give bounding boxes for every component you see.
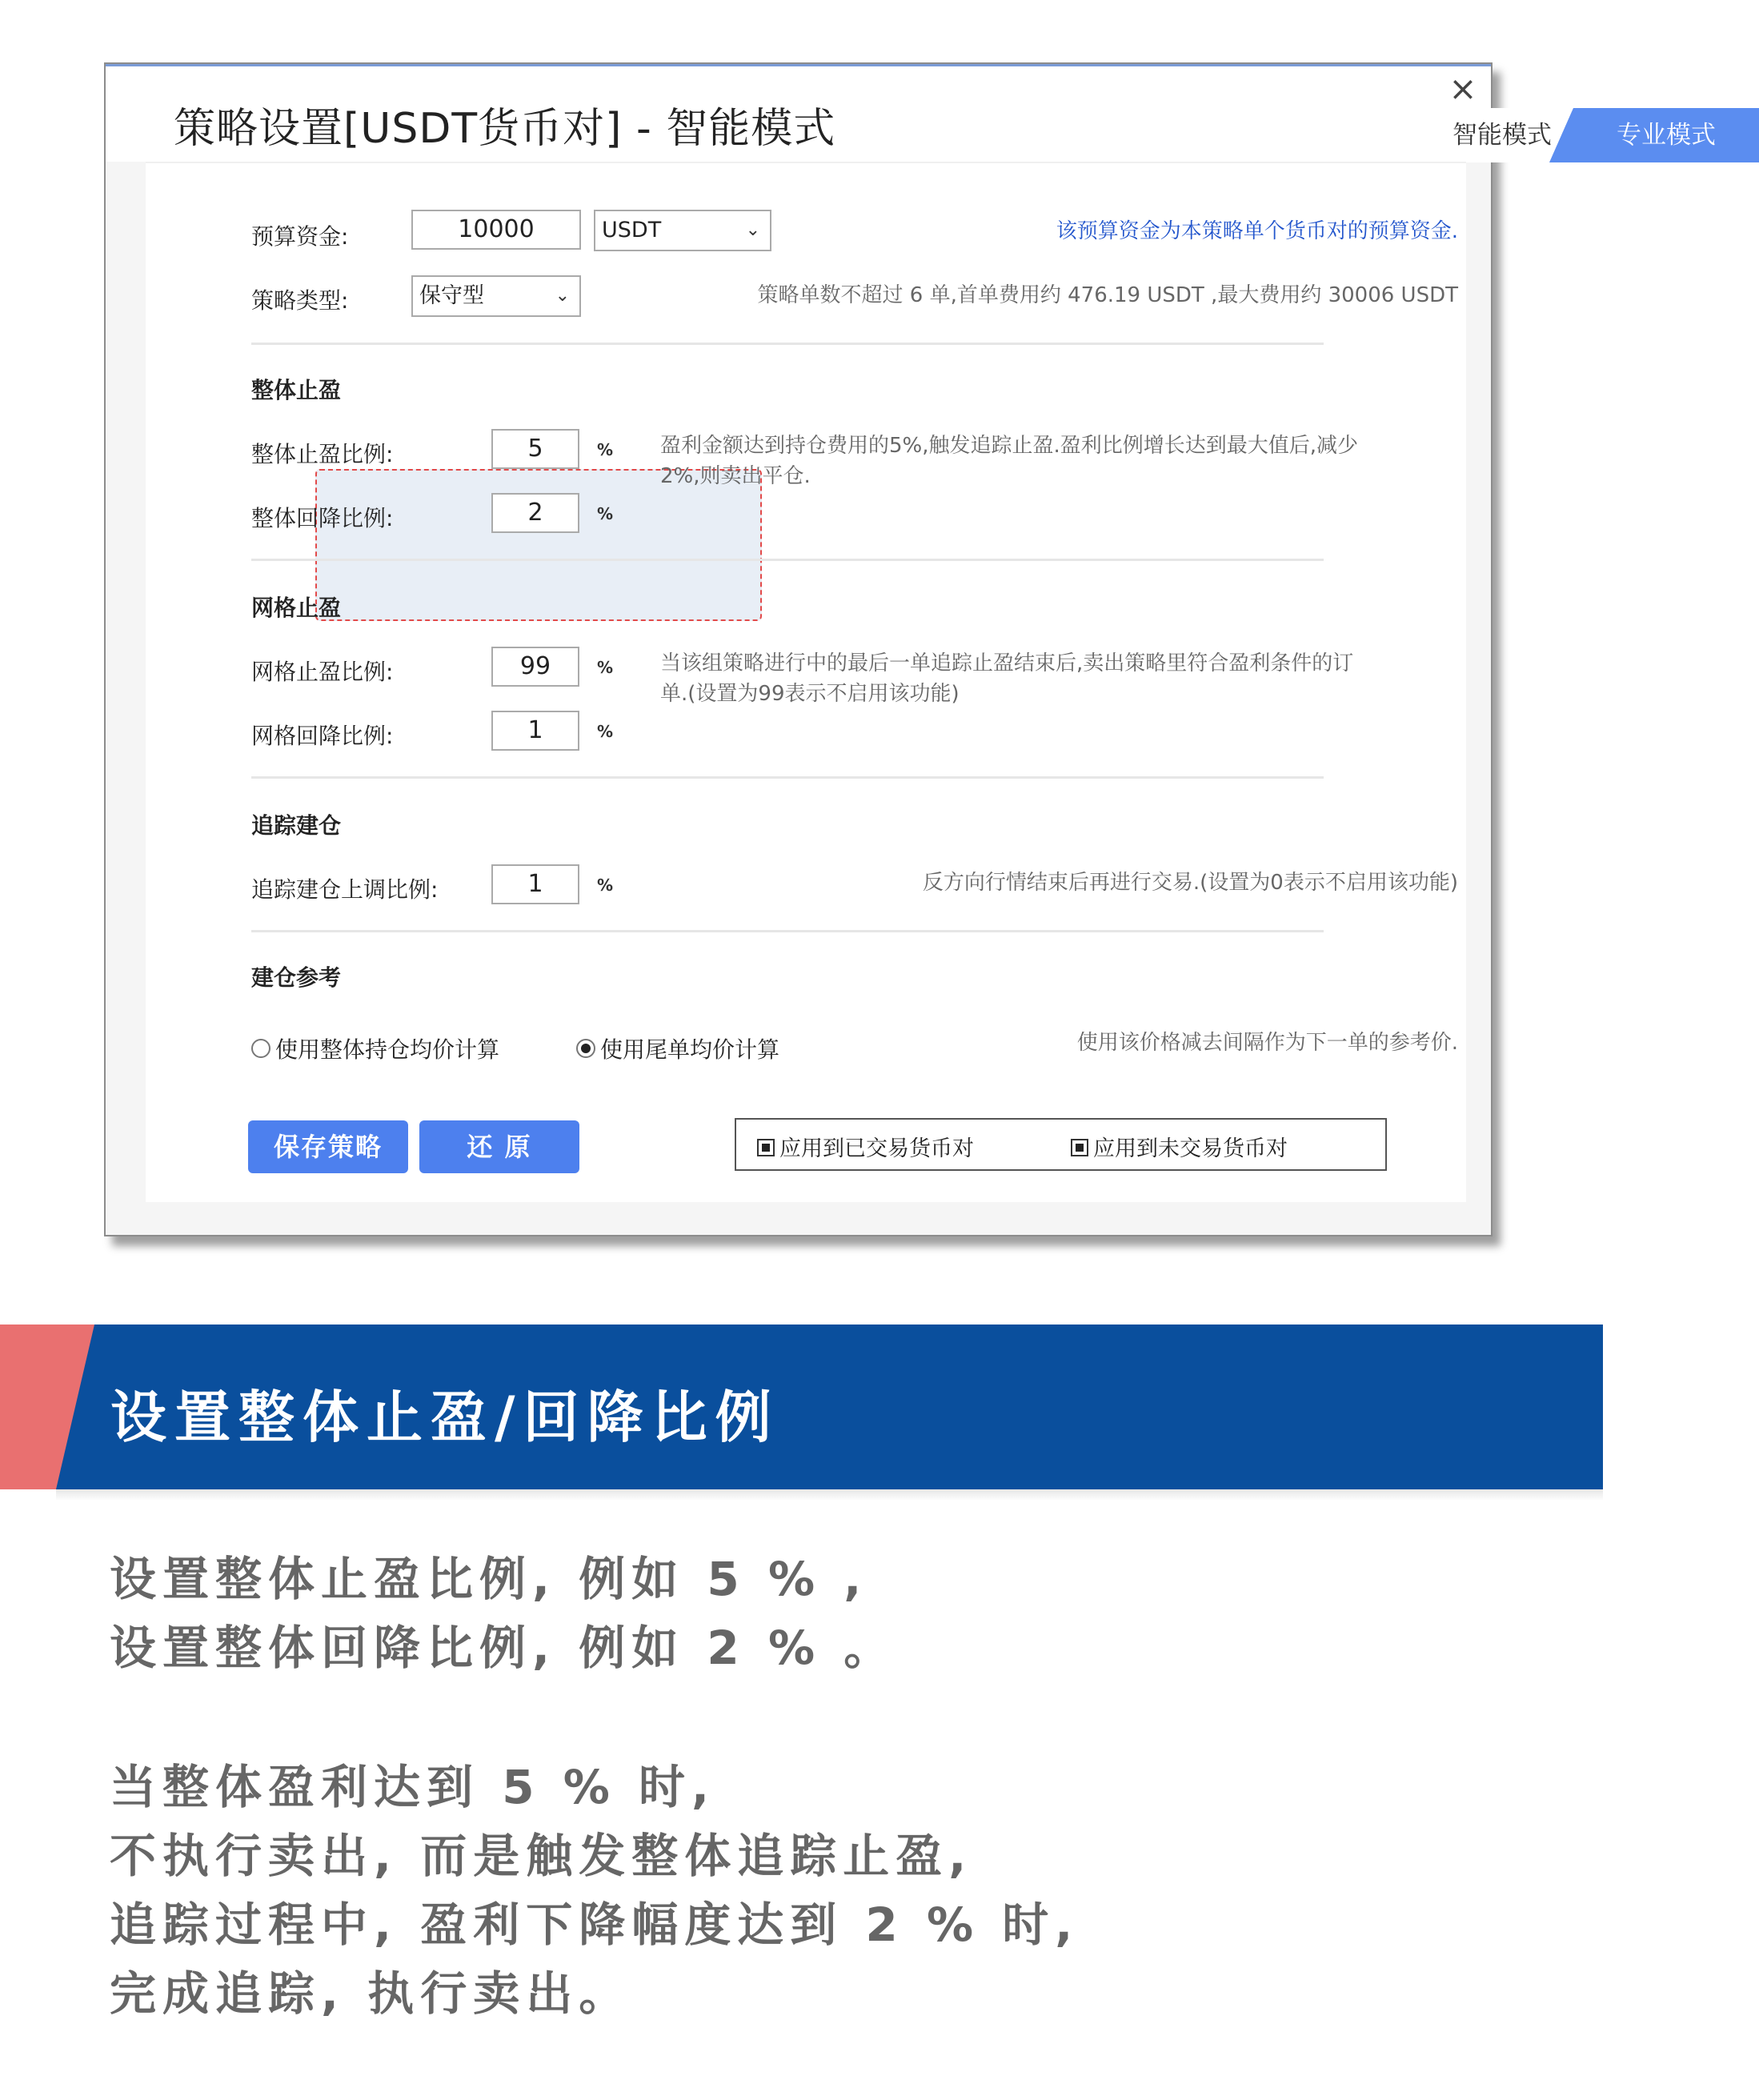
trailing-ratio-label: 追踪建仓上调比例: (251, 876, 439, 903)
radio-last-order-average[interactable] (576, 1032, 779, 1064)
save-strategy-button[interactable]: 保存策略 (248, 1120, 408, 1173)
currency-select[interactable] (594, 210, 771, 251)
explain-line: 当整体盈利达到 5 % 时, (110, 1760, 716, 1814)
explain-line: 不执行卖出, 而是触发整体追踪止盈, (110, 1829, 973, 1883)
strategy-type-value: 保守型 (419, 283, 484, 308)
explain-line: 设置整体回降比例, 例如 2 % 。 (110, 1621, 897, 1675)
budget-input[interactable]: 10000 (411, 210, 581, 250)
dialog-body (146, 162, 1466, 1202)
strategy-type-label: 策略类型: (251, 287, 349, 314)
divider (251, 930, 1324, 932)
percent-unit: % (597, 658, 614, 677)
banner-shadow (56, 1489, 1603, 1501)
reset-button[interactable]: 还 原 (419, 1120, 579, 1173)
grid-tp-section-title: 网格止盈 (251, 595, 342, 621)
percent-unit: % (597, 504, 614, 523)
trailing-ratio-input[interactable]: 1 (491, 864, 579, 904)
overall-tp-highlight (315, 469, 762, 621)
grid-pullback-ratio-label: 网格回降比例: (251, 723, 394, 749)
grid-tp-description-line1: 当该组策略进行中的最后一单追踪止盈结束后,卖出策略里符合盈利条件的订 (660, 651, 1354, 675)
apply-untraded-checkbox[interactable] (1071, 1131, 1288, 1162)
divider (251, 343, 1324, 345)
tab-pro-mode[interactable]: 专业模式 (1573, 108, 1759, 162)
reference-description: 使用该价格减去间隔作为下一单的参考价. (1076, 1031, 1458, 1055)
budget-label: 预算资金: (251, 223, 349, 250)
overall-tp-ratio-label: 整体止盈比例: (251, 441, 394, 467)
currency-select-value: USDT (602, 218, 662, 242)
close-icon[interactable]: × (1448, 69, 1477, 108)
explain-line: 追踪过程中, 盈利下降幅度达到 2 % 时, (110, 1898, 1080, 1952)
apply-traded-checkbox[interactable] (757, 1131, 974, 1162)
chevron-down-icon: ⌄ (555, 286, 570, 306)
checkbox-checked-icon (757, 1139, 775, 1156)
divider (251, 776, 1324, 779)
apply-traded-label: 应用到已交易货币对 (779, 1136, 974, 1161)
apply-untraded-label: 应用到未交易货币对 (1093, 1136, 1288, 1161)
trailing-section-title: 追踪建仓 (251, 812, 342, 839)
strategy-type-select[interactable] (411, 275, 581, 317)
trailing-description: 反方向行情结束后再进行交易.(设置为0表示不启用该功能) (922, 871, 1458, 895)
grid-tp-ratio-label: 网格止盈比例: (251, 659, 394, 685)
section-banner (0, 1325, 1603, 1489)
explain-line: 完成追踪, 执行卖出。 (110, 1966, 632, 2021)
overall-tp-ratio-input[interactable]: 5 (491, 429, 579, 469)
dialog-top-border (106, 64, 1491, 66)
grid-tp-ratio-input[interactable]: 99 (491, 647, 579, 687)
chevron-down-icon: ⌄ (745, 220, 760, 240)
grid-pullback-ratio-input[interactable]: 1 (491, 711, 579, 751)
percent-unit: % (597, 722, 614, 741)
overall-pullback-ratio-label: 整体回降比例: (251, 505, 394, 531)
radio-overall-average[interactable] (251, 1032, 499, 1064)
checkbox-checked-icon (1071, 1139, 1088, 1156)
radio-unchecked-icon (251, 1039, 270, 1058)
radio-last-order-average-label: 使用尾单均价计算 (600, 1036, 780, 1063)
explain-line: 设置整体止盈比例, 例如 5 % , (110, 1552, 868, 1606)
divider (251, 559, 1324, 561)
overall-tp-section-title: 整体止盈 (251, 377, 342, 403)
overall-tp-description-line2: 2%,则卖出平仓. (660, 464, 811, 488)
banner-title: 设置整体止盈/回降比例 (110, 1385, 779, 1450)
radio-checked-icon (576, 1039, 595, 1058)
overall-tp-description-line1: 盈利金额达到持仓费用的5%,触发追踪止盈.盈利比例增长达到最大值后,减少 (660, 434, 1359, 458)
percent-unit: % (597, 440, 614, 459)
budget-description: 该预算资金为本策略单个货币对的预算资金. (1056, 219, 1458, 243)
overall-pullback-ratio-input[interactable]: 2 (491, 493, 579, 533)
strategy-type-description: 策略单数不超过 6 单,首单费用约 476.19 USDT ,最大费用约 30006 USDT (757, 283, 1458, 307)
apply-options-box (735, 1118, 1387, 1171)
percent-unit: % (597, 876, 614, 895)
reference-section-title: 建仓参考 (251, 964, 342, 991)
radio-overall-average-label: 使用整体持仓均价计算 (275, 1036, 500, 1063)
tab-smart-mode[interactable]: 智能模式 (1431, 108, 1573, 162)
grid-tp-description-line2: 单.(设置为99表示不启用该功能) (660, 682, 960, 706)
dialog-title: 策略设置[USDT货币对] - 智能模式 (174, 105, 836, 153)
strategy-settings-dialog (104, 62, 1716, 1236)
